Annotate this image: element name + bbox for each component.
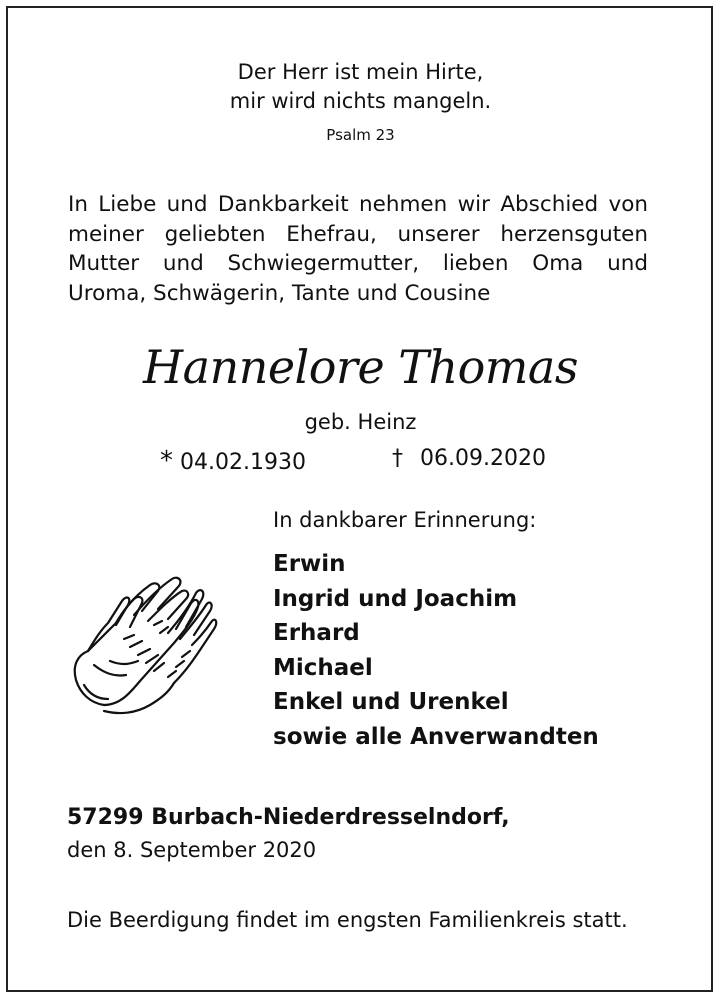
mourner-name: Erhard — [273, 620, 360, 646]
death-date: 06.09.2020 — [420, 446, 546, 471]
birth-star-icon: * — [160, 446, 173, 476]
intro-line: Uroma, Schwägerin, Tante und Cousine — [68, 280, 491, 306]
birth-date: 04.02.1930 — [180, 450, 306, 475]
mourners-list — [273, 547, 599, 754]
death-date-group — [392, 446, 546, 471]
verse-source: Psalm 23 — [326, 126, 395, 144]
birth-date-group — [160, 446, 306, 476]
deceased-name: Hannelore Thomas — [143, 340, 578, 394]
death-cross-icon: † — [392, 446, 403, 471]
intro-text — [68, 190, 648, 308]
mourner-name: Ingrid und Joachim — [273, 585, 518, 612]
intro-line: Mutter und Schwiegermutter, lieben Oma und — [68, 251, 648, 276]
praying-hands-icon — [64, 565, 224, 725]
intro-line: In Liebe und Dankbarkeit nehmen wir Abschied von — [68, 192, 648, 217]
location-place: 57299 Burbach-Niederdresselndorf, — [67, 805, 510, 830]
maiden-name: geb. Heinz — [304, 410, 417, 434]
mourner-name: Erwin — [273, 551, 346, 577]
mourner-name: Enkel und Urenkel — [273, 689, 509, 715]
verse-line-1: Der Herr ist mein Hirte, — [237, 60, 484, 84]
location-date: den 8. September 2020 — [67, 838, 317, 862]
intro-line: meiner geliebten Ehefrau, unserer herzensguten — [68, 221, 648, 247]
funeral-note: Die Beerdigung findet im engsten Familienkreis statt. — [67, 908, 628, 932]
verse-line-2: mir wird nichts mangeln. — [229, 89, 492, 113]
mourner-name: sowie alle Anverwandten — [273, 723, 599, 750]
mourner-name: Michael — [273, 654, 373, 681]
mourners-heading: In dankbarer Erinnerung: — [273, 508, 537, 532]
